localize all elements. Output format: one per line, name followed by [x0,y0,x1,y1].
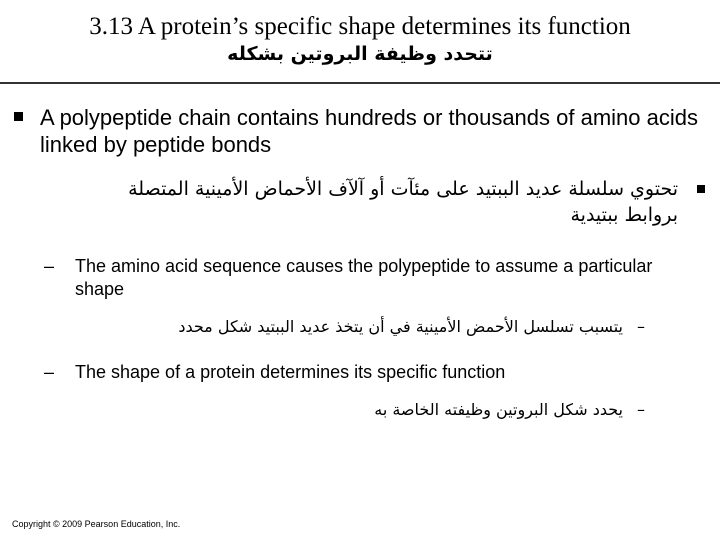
bullet-point-1 [14,104,704,158]
title-divider [0,82,720,84]
slide-title: 3.13 A protein’s specific shape determines its function [89,13,631,40]
slide-title-arabic: تتحدد وظيفة البروتين بشكله [227,43,493,65]
square-bullet-icon [14,112,23,121]
bullet-point-1-arabic-text: تحتوي سلسلة عديد الببتيد على مئآت أو آلآف الأحماض الأمينية المتصلة بروابط ببتيدية [128,178,678,226]
square-bullet-icon [697,185,705,193]
bullet-point-1-text: A polypeptide chain contains hundreds or thousands of amino acids linked by peptide bonds [40,105,698,157]
dash-bullet: – [44,362,55,382]
copyright-notice: Copyright © 2009 Pearson Education, Inc. [12,519,181,529]
bullet-point-1-arabic [120,176,695,228]
sub-point-2-arabic [80,399,645,421]
dash-bullet: – [637,400,645,419]
dash-bullet: – [44,256,55,276]
sub-point-1 [44,255,664,301]
sub-point-2-text: The shape of a protein determines its specific function [75,362,506,382]
dash-bullet: – [637,317,645,336]
sub-point-1-arabic [80,316,645,338]
sub-point-1-arabic-text: يتسبب تسلسل الأحمض الأمينية في أن يتخذ عديد الببتيد شكل محدد [178,317,623,336]
sub-point-2-arabic-text: يحدد شكل البروتين وظيفته الخاصة به [374,400,623,419]
sub-point-1-text: The amino acid sequence causes the polypeptide to assume a particular shape [75,256,653,299]
sub-point-2 [44,361,664,384]
